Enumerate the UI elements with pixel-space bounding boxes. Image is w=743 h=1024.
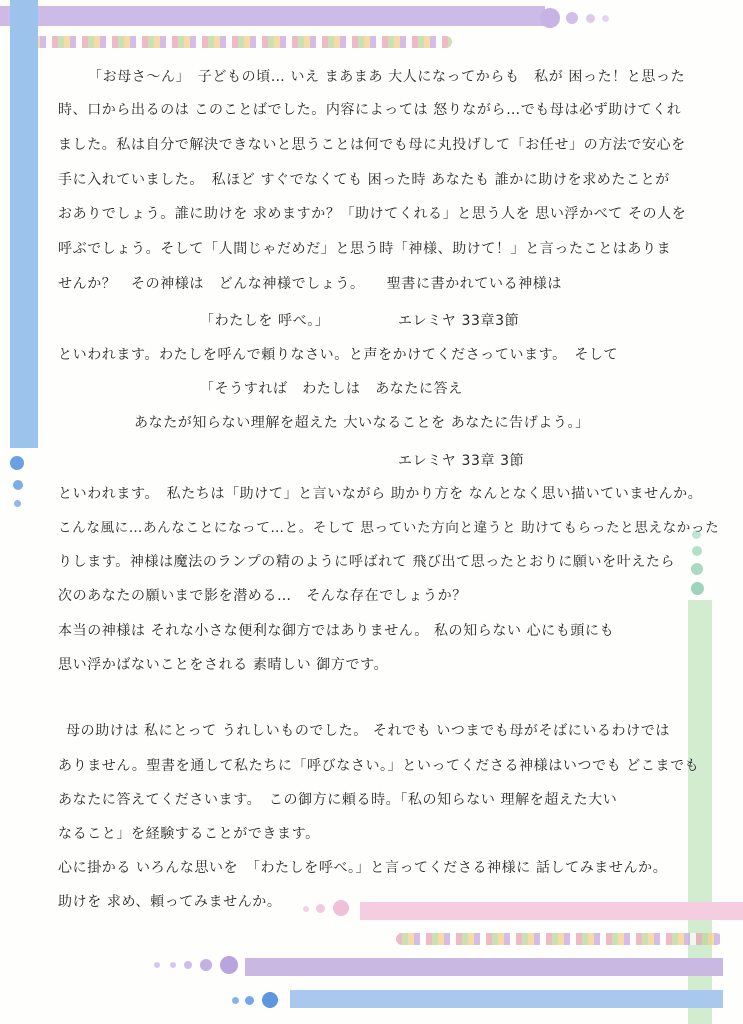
- scripture-reference: エレミヤ 33章 3節: [398, 453, 525, 469]
- text-line: 時、口から出るのは このことばでした。内容によっては 怒りながら…でも母は必ず助けてくれ: [58, 102, 682, 118]
- text-line: せんか？ その神様は どんな神様でしょう。 聖書に書かれている神様は: [58, 276, 562, 292]
- text-line: 「お母さ～ん」 子どもの頃… いえ まあまあ 大人になってからも 私が 困った！と思った: [88, 69, 686, 85]
- text-line: 心に掛かる いろんな思いを 「わたしを呼べ。」と言ってくださる神様に 話してみませんか。: [58, 860, 668, 876]
- text-line: ありません。聖書を通して私たちに「呼びなさい。」といってくださる神様はいつでも どこまでも: [58, 758, 700, 774]
- text-line: ました。私は自分で解決できないと思うことは何でも母に丸投げして「お任せ」の方法で安心を: [58, 137, 686, 153]
- text-line: といわれます。わたしを呼んで頼りなさい。と声をかけてくださっています。 そして: [58, 347, 619, 363]
- text-line: こんな風に…あんなことになって…と。そして 思っていた方向と違うと 助けてもらったと思えなかった: [58, 520, 720, 536]
- scripture-reference: エレミヤ 33章3節: [398, 313, 520, 329]
- text-line: といわれます。 私たちは「助けて」と言いながら 助かり方を なんとなく思い描いていませんか。: [58, 486, 703, 502]
- text-line: なること」を経験することができます。: [58, 826, 320, 842]
- text-line: 次のあなたの願いまで影を潜める… そんな存在でしょうか？: [58, 588, 467, 604]
- text-line: 助けを 求め、頼ってみませんか。: [58, 894, 282, 910]
- text-line: 本当の神様は それな小さな便利な御方ではありません。 私の知らない 心にも頭にも: [58, 623, 615, 639]
- text-line: あなたに答えてくださいます。 この御方に頼る時。「私の知らない 理解を超えた大い: [58, 792, 618, 808]
- scripture-quote: あなたが知らない理解を超えた 大いなることを あなたに告げよう。」: [134, 415, 590, 431]
- text-line: 手に入れていました。 私ほど すぐでなくても 困った時 あなたも 誰かに助けを求めたことが: [58, 172, 670, 188]
- text-line: 呼ぶでしょう。そして「人間じゃだめだ」と思う時「神様、助けて！」と言ったことはありま: [58, 241, 672, 257]
- scripture-quote: 「わたしを 呼べ。」: [200, 313, 330, 329]
- text-line: 思い浮かばないことをされる 素晴しい 御方です。: [58, 657, 389, 673]
- text-line: おありでしょう。誰に助けを 求めますか？「助けてくれる」と思う人を 思い浮かべて その人を: [58, 206, 687, 222]
- text-line: りします。神様は魔法のランプの精のように呼ばれて 飛び出て思ったとおりに願いを叶えたら: [58, 554, 676, 570]
- text-line: 母の助けは 私にとって うれしいものでした。 それでも いつまでも母がそばにいるわけでは: [66, 723, 670, 739]
- scripture-quote: 「そうすれば わたしは あなたに答え: [200, 381, 463, 397]
